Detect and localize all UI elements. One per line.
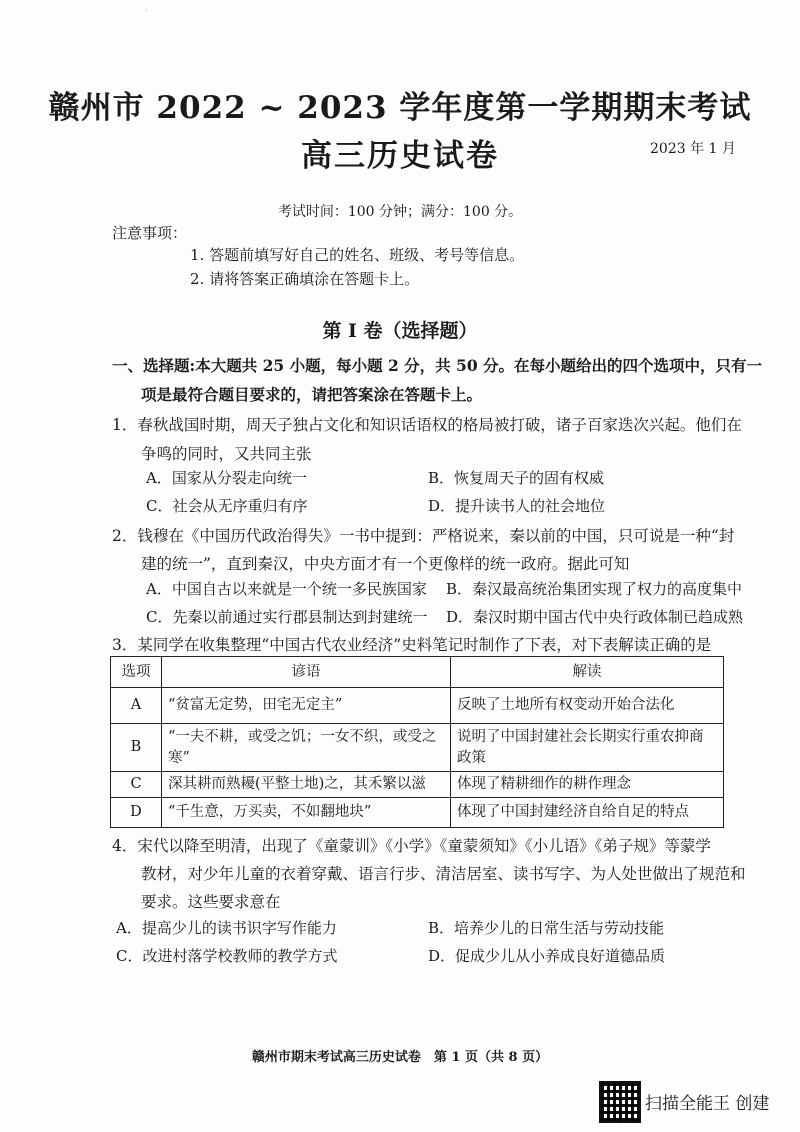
table-cell-saying: “一夫不耕，或受之饥；一女不织，或受之寒” [162,724,451,772]
table-row [111,772,724,798]
exam-date: 2023 年 1 月 [650,141,736,157]
question-4-option-b: B．培养少儿的日常生活与劳动技能 [428,919,665,937]
question-1-option-d: D．提升读书人的社会地位 [428,497,606,515]
question-3-table [110,656,724,828]
table-cell-saying: “千生意，万买卖，不如翻地块” [162,798,451,828]
table-cell-saying: “贫富无定势，田宅无定主” [162,688,451,724]
table-cell-option: C [111,772,162,798]
table-header-row [111,657,724,688]
question-2-stem: 2．钱穆在《中国历代政治得失》一书中提到：严格说来，秦以前的中国，只可说是一种“封 [112,527,735,545]
table-cell-reading: 说明了中国封建社会长期实行重农抑商政策 [451,724,724,772]
question-4-option-d: D．促成少儿从小养成良好道德品质 [428,947,666,965]
table-cell-reading: 体现了精耕细作的耕作理念 [451,772,724,798]
table-header: 选项 [111,657,162,688]
table-cell-saying: 深其耕而熟耰(平整土地)之，其禾繁以滋 [162,772,451,798]
instructions-line: 项是最符合题目要求的，请把答案涂在答题卡上。 [141,385,483,404]
table-cell-option: A [111,688,162,724]
section-title: 第 I 卷（选择题） [322,320,478,342]
note-item: 2. 请将答案正确填涂在答题卡上。 [190,270,420,288]
question-2-option-d: D．秦汉时期中国古代中央行政体制已趋成熟 [446,608,744,626]
table-cell-option: B [111,724,162,772]
question-2-option-a: A．中国自古以来就是一个统一多民族国家 [146,580,427,598]
instructions-line: 一、选择题:本大题共 25 小题，每小题 2 分，共 50 分。在每小题给出的四个选项中，只有一 [112,356,763,375]
question-4-option-a: A．提高少儿的读书识字写作能力 [116,919,337,937]
table-cell-option: D [111,798,162,828]
table-header: 谚语 [162,657,451,688]
table-cell-reading: 体现了中国封建经济自给自足的特点 [451,798,724,828]
question-4-stem: 教材，对少年儿童的衣着穿戴、语言行步、清洁居室、读书写字、为人处世做出了规范和 [141,865,746,883]
question-1-option-b: B．恢复周天子的固有权威 [428,469,605,487]
scanner-watermark: 扫描全能王 创建 [645,1094,770,1114]
question-3-stem: 3．某同学在收集整理“中国古代农业经济”史料笔记时制作了下表，对下表解读正确的是 [112,636,712,654]
question-2-option-c: C．先秦以前通过实行郡县制达到封建统一 [146,608,428,626]
table-row [111,724,724,772]
paper-title: 高三历史试卷 [301,138,499,174]
question-1-option-c: C．社会从无序重归有序 [146,497,308,515]
question-4-stem: 4．宋代以降至明清，出现了《童蒙训》《小学》《童蒙须知》《小儿语》《弟子规》等蒙学 [112,837,711,855]
question-4-stem: 要求。这些要求意在 [141,893,281,911]
note-item: 1. 答题前填写好自己的姓名、班级、考号等信息。 [190,246,525,264]
scan-mark: · [145,6,148,15]
table-cell-reading: 反映了土地所有权变动开始合法化 [451,688,724,724]
question-2-stem: 建的统一”，直到秦汉，中央方面才有一个更像样的统一政府。据此可知 [141,555,630,573]
table-row [111,798,724,828]
question-1-stem: 1．春秋战国时期，周天子独占文化和知识话语权的格局被打破，诸子百家迭次兴起。他们在 [112,416,742,434]
exam-title: 赣州市 2022 ~ 2023 学年度第一学期期末考试 [48,90,752,126]
question-2-option-b: B．秦汉最高统治集团实现了权力的高度集中 [446,580,743,598]
table-header: 解读 [451,657,724,688]
question-1-option-a: A．国家从分裂走向统一 [146,469,307,487]
exam-info: 考试时间：100 分钟；满分：100 分。 [277,204,523,220]
page-footer: 赣州市期末考试高三历史试卷 第 1 页（共 8 页） [251,1050,549,1065]
table-row [111,688,724,724]
question-1-stem: 争鸣的同时，又共同主张 [141,445,312,463]
qr-code-icon [599,1081,641,1123]
question-4-option-c: C．改进村落学校教师的教学方式 [116,947,338,965]
notes-heading: 注意事项： [112,224,188,242]
